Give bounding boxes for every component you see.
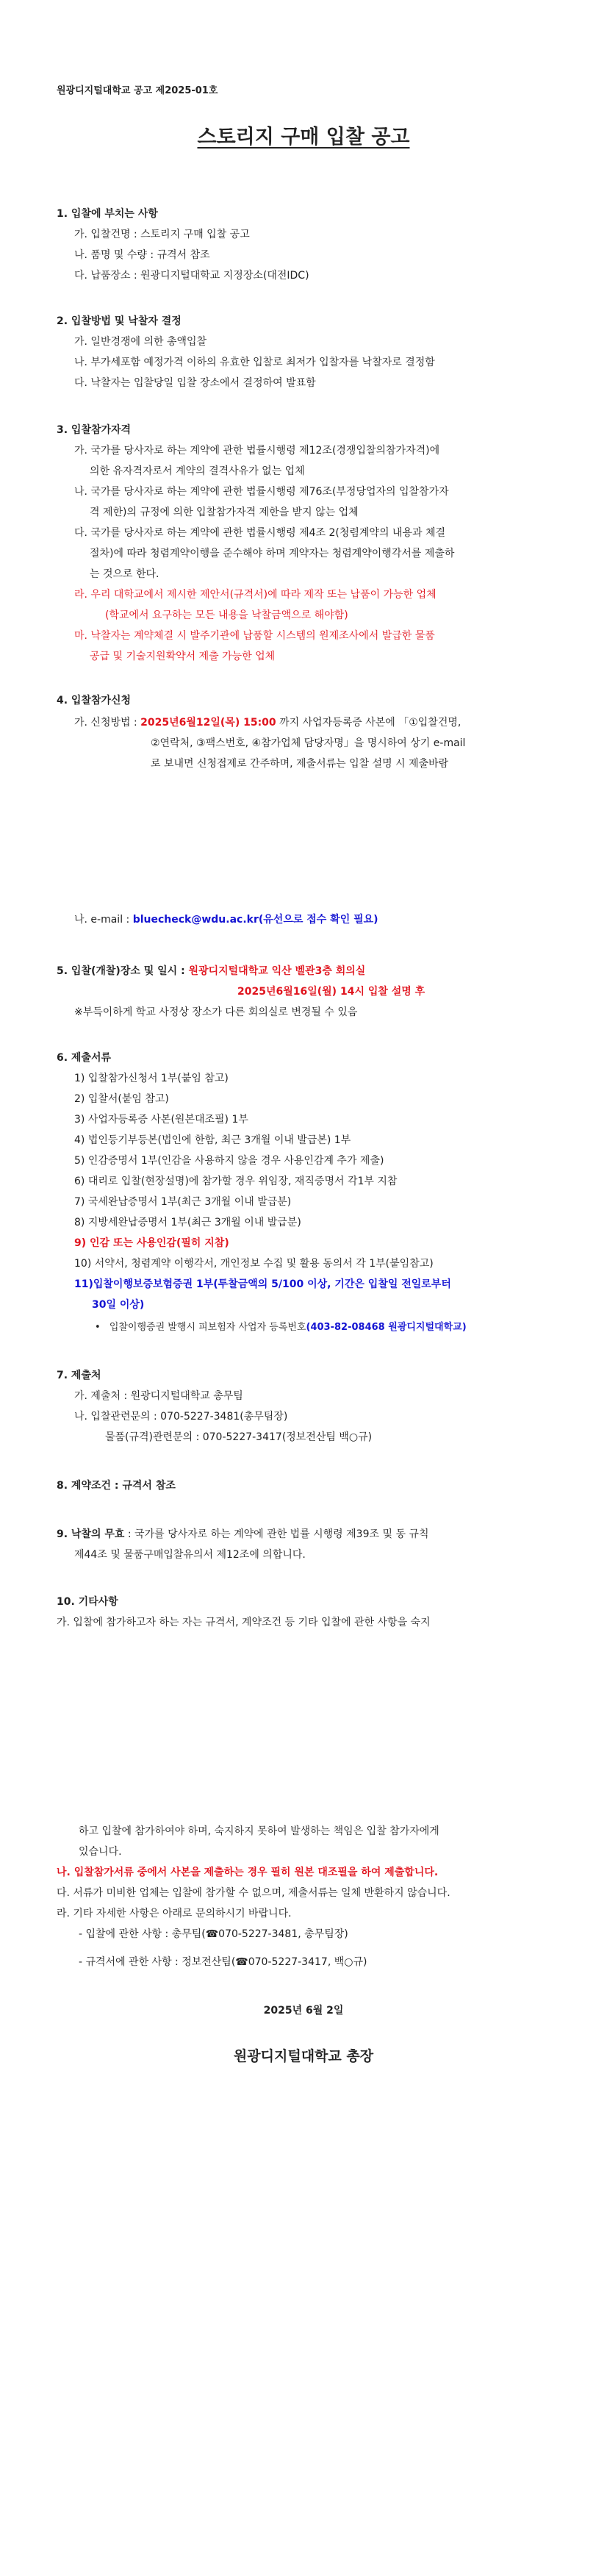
section-9-heading: 9. 낙찰의 무효 <box>57 1528 125 1540</box>
document-list-item: 6) 대리로 입찰(현장설명)에 참가할 경우 위임장, 재직증명서 각1부 지참 <box>74 1176 398 1187</box>
document-list-item: 2) 입찰서(붙임 참고) <box>74 1093 169 1105</box>
submission-place: 가. 제출처 : 원광디지털대학교 총무팀 <box>74 1390 243 1402</box>
signer-name: 원광디지털대학교 총장 <box>233 2048 374 2064</box>
section-3-ga-line2: 의한 유자격자로서 계약의 결격사유가 없는 업체 <box>90 465 305 477</box>
section-1-item: 가. 입찰건명 : 스토리지 구매 입찰 공고 <box>74 229 250 240</box>
section-10-ga-line1: 가. 입찰에 참가하고자 하는 자는 규격서, 계약조건 등 기타 입찰에 관한 사항을 숙지 <box>57 1617 431 1628</box>
section-3-ma-line2: 공급 및 기술지원확약서 제출 가능한 업체 <box>90 651 276 662</box>
section-4-ga-line3: 로 보내면 신청접제로 간주하며, 제출서류는 입찰 설명 시 제출바람 <box>151 758 449 770</box>
section-4-na-line: 나. e-mail : bluecheck@wdu.ac.kr(유선으로 접수 확인 필요) <box>74 914 378 926</box>
bond-note-bullet: • 입찰이행증권 발행시 피보험자 사업자 등록번호(403-82-08468 원광디지털대학교) <box>95 1319 467 1333</box>
section-10-ga-line2: 하고 입찰에 참가하여야 하며, 숙지하지 못하여 발생하는 책임은 입찰 참가자에게 <box>79 1825 439 1837</box>
section-4-heading: 4. 입찰참가신청 <box>57 695 132 706</box>
section-4-ga-line2: ②연락처, ③팩스번호, ④참가업체 담당자명」을 명시하여 상기 e-mail <box>151 737 466 749</box>
document-list-item-continued: 30일 이상) <box>92 1299 145 1311</box>
section-2-item: 나. 부가세포함 예정가격 이하의 유효한 입찰로 최저가 입찰자를 낙찰자로 결정함 <box>74 357 435 368</box>
contact-email: bluecheck@wdu.ac.kr(유선으로 접수 확인 필요) <box>132 914 378 926</box>
document-list-item: 9) 인감 또는 사용인감(필히 지참) <box>74 1237 229 1249</box>
section-5-heading: 5. 입찰(개찰)장소 및 일시 : 원광디지털대학교 익산 벨관3층 회의실 <box>57 965 366 977</box>
section-3-da-line3: 는 것으로 한다. <box>90 568 159 580</box>
section-2-item: 다. 낙찰자는 입찰당일 입찰 장소에서 결정하여 발표함 <box>74 377 316 389</box>
section-5-note: ※부득이하게 학교 사정상 장소가 다른 회의실로 변경될 수 있음 <box>74 1006 358 1018</box>
section-1-item: 다. 납품장소 : 원광디지털대학교 지정장소(대전IDC) <box>74 270 309 282</box>
section-3-ma-line1: 마. 낙찰자는 계약체결 시 발주기관에 납품할 시스템의 원제조사에서 발급한 물품 <box>74 630 435 642</box>
bid-inquiry: 나. 입찰관련문의 : 070-5227-3481(총무팀장) <box>74 1411 288 1423</box>
university-business-number: (403-82-08468 원광디지털대학교) <box>306 1322 467 1333</box>
section-3-heading: 3. 입찰참가자격 <box>57 424 132 436</box>
section-3-na-line1: 나. 국가를 당사자로 하는 계약에 관한 법률시행령 제76조(부정당업자의 입찰참가자 <box>74 486 449 498</box>
contact-it-team: - 규격서에 관한 사항 : 정보전산팀(☎070-5227-3417, 백○규) <box>79 1956 367 1968</box>
section-8-heading: 8. 계약조건 : 규격서 참조 <box>57 1480 176 1492</box>
notice-number: 원광디지털대학교 공고 제2025-01호 <box>57 85 218 96</box>
application-deadline: 2025년6월12일(목) 15:00 <box>140 717 276 729</box>
document-list-item: 10) 서약서, 청렴계약 이행각서, 개인정보 수집 및 활용 동의서 각 1부(붙임참고) <box>74 1258 434 1270</box>
section-6-heading: 6. 제출서류 <box>57 1052 112 1064</box>
notice-date: 2025년 6월 2일 <box>263 2005 344 2017</box>
section-10-da: 다. 서류가 미비한 업체는 입찰에 참가할 수 없으며, 제출서류는 일체 반환하지 않습니다. <box>57 1887 450 1899</box>
section-4-ga-line1: 가. 신청방법 : 2025년6월12일(목) 15:00 까지 사업자등록증 사본에 「①입찰건명, <box>74 717 461 729</box>
section-10-ra: 라. 기타 자세한 사항은 아래로 문의하시기 바랍니다. <box>57 1908 292 1920</box>
bid-datetime: 2025년6월16일(월) 14시 입찰 설명 후 <box>237 986 425 998</box>
section-7-heading: 7. 제출처 <box>57 1370 101 1381</box>
section-10-heading: 10. 기타사항 <box>57 1596 118 1608</box>
document-list-item: 3) 사업자등록증 사본(원본대조필) 1부 <box>74 1114 248 1126</box>
section-1-heading: 1. 입찰에 부치는 사항 <box>57 208 158 220</box>
contact-general-affairs: - 입찰에 관한 사항 : 총무팀(☎070-5227-3481, 총무팀장) <box>79 1928 348 1940</box>
section-3-ra-line2: (학교에서 요구하는 모든 내용을 낙찰금액으로 해야함) <box>105 609 348 621</box>
section-9-line1: 9. 낙찰의 무효 : 국가를 당사자로 하는 계약에 관한 법률 시행령 제39조 및 동 규칙 <box>57 1528 429 1540</box>
document-list-item: 4) 법인등기부등본(법인에 한함, 최근 3개월 이내 발급본) 1부 <box>74 1134 351 1146</box>
document-list-item: 1) 입찰참가신청서 1부(붙임 참고) <box>74 1073 229 1084</box>
document-list-item: 5) 인감증명서 1부(인감을 사용하지 않을 경우 사용인감계 추가 제출) <box>74 1155 384 1167</box>
section-3-ra-line1: 라. 우리 대학교에서 제시한 제안서(규격서)에 따라 제작 또는 납품이 가능한 업체 <box>74 589 437 601</box>
bid-place: 원광디지털대학교 익산 벨관3층 회의실 <box>188 965 366 977</box>
section-10-na: 나. 입찰참가서류 중에서 사본을 제출하는 경우 필히 원본 대조필을 하여 제출합니다. <box>57 1867 439 1878</box>
section-2-heading: 2. 입찰방법 및 낙찰자 결정 <box>57 315 182 327</box>
section-1-item: 나. 품명 및 수량 : 규격서 참조 <box>74 249 210 261</box>
section-3-da-line2: 절차)에 따라 청렴계약이행을 준수해야 하며 계약자는 청렴계약이행각서를 제출하 <box>90 548 455 559</box>
document-list-item: 11)입찰이행보증보험증권 1부(투찰금액의 5/100 이상, 기간은 입찰일 전일로부터 <box>74 1278 451 1290</box>
section-3-ga-line1: 가. 국가를 당사자로 하는 계약에 관한 법률시행령 제12조(경쟁입찰의참가자격)에 <box>74 445 440 457</box>
section-3-na-line2: 격 제한)의 규정에 의한 입찰참가자격 제한을 받지 않는 업체 <box>90 507 359 518</box>
spec-inquiry: 물품(규격)관련문의 : 070-5227-3417(정보전산팀 백○규) <box>105 1431 373 1443</box>
section-3-da-line1: 다. 국가를 당사자로 하는 계약에 관한 법률시행령 제4조 2(청렴계약의 내용과 체결 <box>74 527 445 539</box>
document-title: 스토리지 구매 입찰 공고 <box>197 126 410 149</box>
document-list-item: 7) 국세완납증명서 1부(최근 3개월 이내 발급분) <box>74 1196 292 1208</box>
section-9-line2: 제44조 및 물품구매입찰유의서 제12조에 의합니다. <box>74 1549 306 1561</box>
section-2-item: 가. 일반경쟁에 의한 총액입찰 <box>74 336 207 348</box>
document-list-item: 8) 지방세완납증명서 1부(최근 3개월 이내 발급분) <box>74 1217 301 1228</box>
section-10-ga-line3: 있습니다. <box>79 1846 122 1858</box>
